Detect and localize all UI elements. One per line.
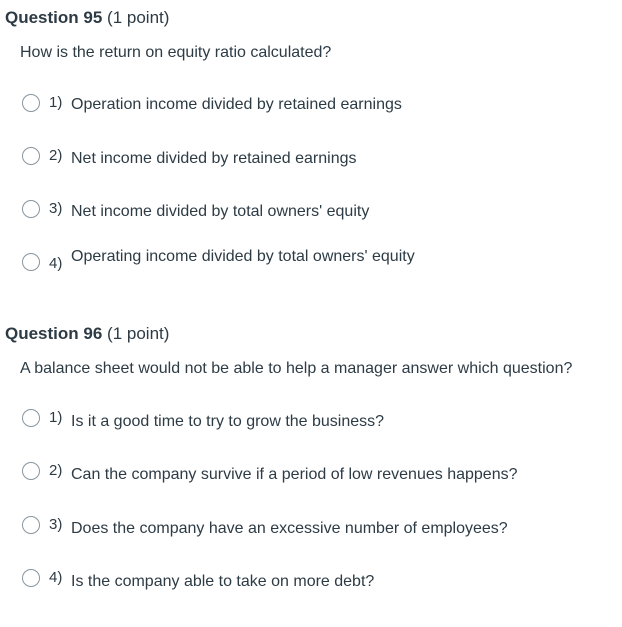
answer-option-4[interactable]	[22, 569, 602, 593]
option-number: 3)	[49, 516, 63, 533]
question-text: A balance sheet would not be able to help a manager answer which question?	[20, 360, 573, 377]
option-number: 3)	[49, 200, 63, 217]
radio-button[interactable]	[22, 409, 40, 427]
radio-button[interactable]	[22, 253, 40, 271]
answer-option-4[interactable]	[22, 248, 602, 277]
option-label: Can the company survive if a period of low revenues happens?	[71, 466, 518, 483]
answer-option-1[interactable]	[22, 409, 602, 433]
question-text: How is the return on equity ratio calculated?	[20, 44, 332, 61]
option-label: Operation income divided by retained earnings	[71, 96, 402, 113]
question-points: (1 point)	[107, 324, 170, 343]
option-label: Operating income divided by total owners' equity	[71, 248, 415, 265]
option-label: Is it a good time to try to grow the business?	[71, 413, 385, 430]
option-number: 1)	[49, 409, 63, 426]
answer-option-3[interactable]	[22, 516, 602, 540]
radio-button[interactable]	[22, 94, 40, 112]
option-label: Is the company able to take on more debt?	[71, 573, 375, 590]
question-title: Question 96	[5, 324, 103, 343]
radio-button[interactable]	[22, 569, 40, 587]
radio-button[interactable]	[22, 516, 40, 534]
answer-option-3[interactable]	[22, 200, 602, 224]
option-number: 4)	[49, 255, 63, 272]
option-label: Net income divided by total owners' equity	[71, 203, 370, 220]
option-number: 1)	[49, 94, 63, 111]
question-header	[5, 8, 169, 28]
answer-option-1[interactable]	[22, 94, 602, 118]
answer-option-2[interactable]	[22, 462, 602, 486]
radio-button[interactable]	[22, 200, 40, 218]
question-header	[5, 324, 169, 344]
answer-option-2[interactable]	[22, 147, 602, 171]
option-label: Does the company have an excessive number of employees?	[71, 520, 508, 537]
option-label: Net income divided by retained earnings	[71, 150, 357, 167]
radio-button[interactable]	[22, 462, 40, 480]
question-points: (1 point)	[107, 8, 170, 27]
question-title: Question 95	[5, 8, 103, 27]
option-number: 4)	[49, 569, 63, 586]
option-number: 2)	[49, 147, 63, 164]
radio-button[interactable]	[22, 147, 40, 165]
option-number: 2)	[49, 462, 63, 479]
